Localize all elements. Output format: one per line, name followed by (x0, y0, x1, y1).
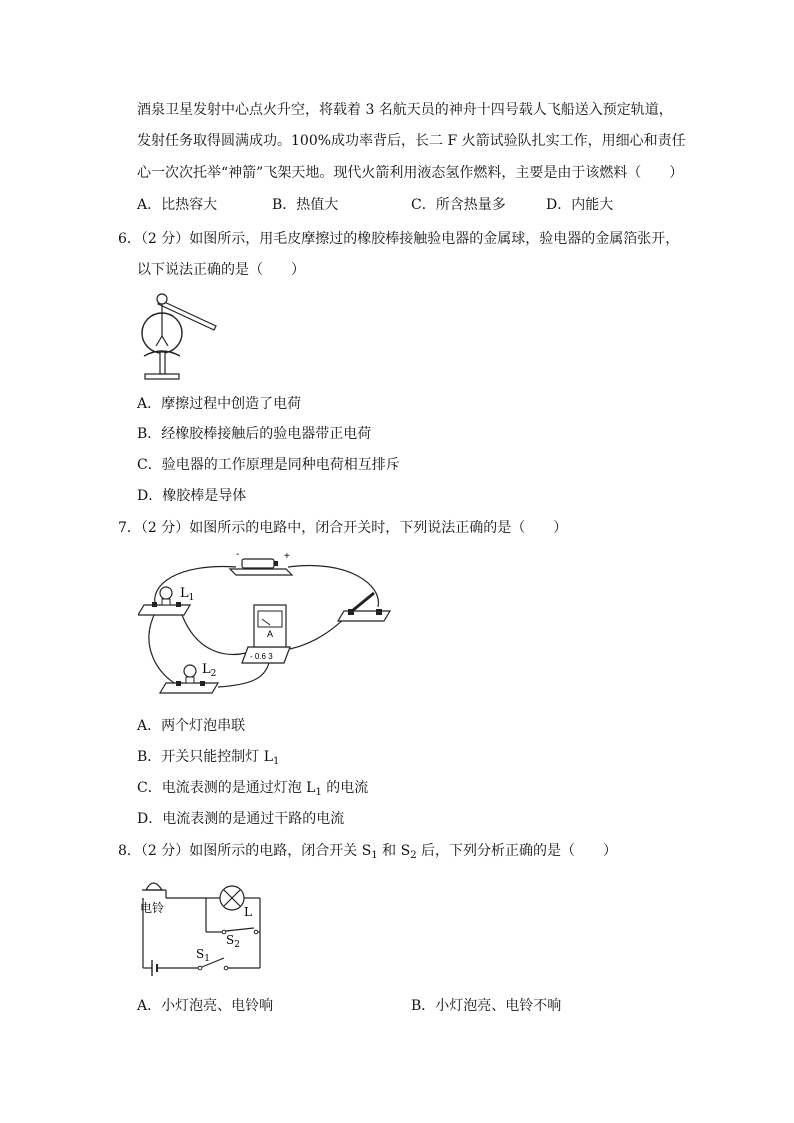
battery-board (230, 569, 292, 575)
bell-label: 电铃 (140, 901, 165, 915)
q7-option-a[interactable]: A．两个灯泡串联 (137, 718, 246, 734)
lamp-l2-label: $L_2$ (202, 662, 217, 679)
rubber-rod (158, 300, 216, 330)
switch-board (338, 611, 390, 621)
q5-line-1: 酒泉卫星发射中心点火升空，将载着 3 名航天员的神舟十四号载人飞船送入预定轨道， (137, 102, 673, 118)
switch-lever (352, 593, 374, 611)
electroscope-base (145, 374, 179, 379)
q5-option-b[interactable]: B．热值大 (272, 197, 339, 213)
q5-option-a[interactable]: A．比热容大 (137, 197, 218, 213)
bell-icon (146, 883, 162, 890)
q7-option-b[interactable]: B．开关只能控制灯 $L_1$ (137, 749, 280, 767)
q5-line-3: 心一次次托举“神箭”飞架天地。现代火箭利用液态氢作燃料，主要是由于该燃料（ ） (137, 165, 684, 181)
lamp-l2-bulb (184, 665, 196, 677)
battery-cell (242, 559, 274, 568)
lamp-l2-board (160, 683, 218, 693)
battery-plus: + (284, 551, 290, 562)
q8-option-b[interactable]: B．小灯泡亮、电铃不响 (411, 998, 562, 1014)
metal-ball (157, 294, 167, 304)
s1-label: $S_1$ (196, 947, 210, 964)
q6-option-a[interactable]: A．摩擦过程中创造了电荷 (137, 396, 302, 412)
q6-option-d[interactable]: D．橡胶棒是导体 (137, 488, 247, 504)
lamp-l1-bulb (160, 587, 172, 599)
lamp-l1-board (138, 605, 190, 615)
ammeter-letter: A (267, 629, 274, 639)
battery-minus: - (236, 549, 240, 560)
q6-stem-line-1: 6．（2 分）如图所示，用毛皮摩擦过的橡胶棒接触验电器的金属球，验电器的金属箔张开， (118, 231, 680, 247)
lamp-l1-label: $L_1$ (180, 586, 195, 603)
q6-option-c[interactable]: C．验电器的工作原理是同种电荷相互排斥 (137, 457, 400, 473)
circuit-figure-q8 (138, 872, 268, 982)
ammeter-terminals: - 0.6 3 (250, 652, 273, 661)
q6-option-b[interactable]: B．经橡胶棒接触后的验电器带正电荷 (137, 426, 372, 442)
switch-s2 (226, 928, 254, 931)
foil-leaf-left (156, 336, 162, 346)
q8-option-a[interactable]: A．小灯泡亮、电铃响 (137, 998, 274, 1014)
electroscope-figure (136, 286, 236, 386)
q7-option-d[interactable]: D．电流表测的是通过干路的电流 (137, 811, 345, 827)
circuit-figure-q7 (138, 545, 398, 705)
q5-option-c[interactable]: C．所含热量多 (411, 197, 506, 213)
s2-label: $S_2$ (226, 933, 240, 950)
q8-stem: 8．（2 分）如图所示的电路，闭合开关 $S_1$ 和 $S_2$ 后，下列分析正确的是（ ） (118, 843, 618, 861)
q5-option-d[interactable]: D．内能大 (546, 197, 614, 213)
lamp-label: L (244, 905, 252, 919)
foil-leaf-right (162, 336, 168, 346)
q6-stem-line-2: 以下说法正确的是（ ） (137, 262, 305, 278)
q7-stem: 7．（2 分）如图所示的电路中，闭合开关时，下列说法正确的是（ ） (118, 520, 568, 536)
q7-option-c[interactable]: C．电流表测的是通过灯泡 $L_1$ 的电流 (137, 780, 369, 798)
q5-line-2: 发射任务取得圆满成功。100%成功率背后，长二 F 火箭试验队扎实工作，用细心和责任 (137, 133, 686, 149)
